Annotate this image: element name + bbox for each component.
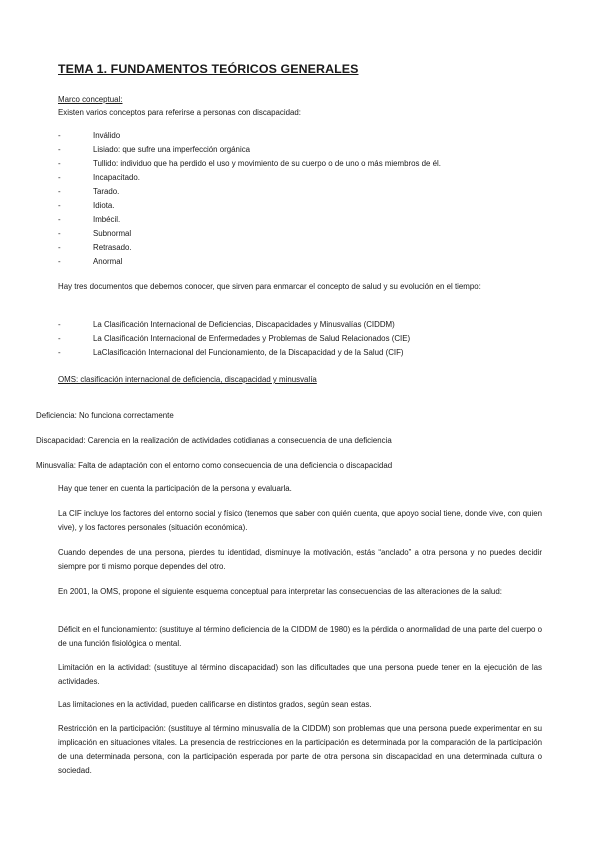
terms-list — [58, 129, 538, 269]
list-item: - Tarado. — [58, 187, 120, 196]
documents-list — [58, 318, 538, 360]
marco-intro: Existen varios conceptos para referirse a personas con discapacidad: — [58, 108, 301, 117]
list-item: - Inválido — [58, 131, 121, 140]
definition-minusvalia: Minusvalía: Falta de adaptación con el entorno como consecuencia de una deficiencia o discapacidad — [36, 461, 393, 470]
paragraph-grados: Las limitaciones en la actividad, pueden calificarse en distintos grados, según sean estas. — [58, 700, 372, 709]
definition-discapacidad: Discapacidad: Carencia en la realización de actividades cotidianas a consecuencia de una deficiencia — [36, 436, 392, 445]
list-item: - Subnormal — [58, 229, 132, 238]
list-item: - Idiota. — [58, 201, 115, 210]
page-title: TEMA 1. FUNDAMENTOS TEÓRICOS GENERALES — [58, 62, 359, 76]
paragraph-dependencia: Cuando dependes de una persona, pierdes tu identidad, disminuye la motivación, estás “anclado” a otra persona y no puedes decidir siempre por ti mismo porque dependes del otro. — [58, 548, 542, 571]
paragraph-oms-2001: En 2001, la OMS, propone el siguiente esquema conceptual para interpretar las consecuencias de las alteraciones de la salud: — [58, 587, 502, 596]
oms-heading: OMS: clasificación internacional de deficiencia, discapacidad y minusvalía — [58, 375, 317, 384]
docs-intro: Hay tres documentos que debemos conocer, que sirven para enmarcar el concepto de salud y su evolución en el tiempo: — [58, 282, 481, 291]
list-item: - Lisiado: que sufre una imperfección orgánica — [58, 145, 251, 154]
paragraph-participacion: Hay que tener en cuenta la participación de la persona y evaluarla. — [58, 484, 292, 493]
list-item: - Tullido: individuo que ha perdido el uso y movimiento de su cuerpo o de uno o más miembros de él. — [58, 159, 441, 168]
list-item: - Incapacitado. — [58, 173, 140, 182]
paragraph-cif: La CIF incluye los factores del entorno social y físico (tenemos que saber con quién cuenta, que apoyo social tiene, donde vive, con quien vive), y los factores personales (situación económica). — [58, 509, 542, 532]
list-item: - La Clasificación Internacional de Deficiencias, Discapacidades y Minusvalías (CIDDM) — [58, 320, 395, 329]
list-item: - Retrasado. — [58, 243, 132, 252]
list-item: - Anormal — [58, 257, 123, 266]
list-item: - LaClasificación Internacional del Funcionamiento, de la Discapacidad y de la Salud (CIF) — [58, 348, 404, 357]
paragraph-restriccion: Restricción en la participación: (sustituye al término minusvalía de la CIDDM) son problemas que una persona puede experimentar en su implicación en situaciones vitales. La presencia de restricciones en la participación es determinada por la comparación de la participación de una determinada persona, con la participación esperada por parte de otra persona sin discapacidad en una determinada cultura o sociedad. — [58, 724, 542, 775]
marco-heading: Marco conceptual: — [58, 95, 123, 104]
list-item: - Imbécil. — [58, 215, 121, 224]
paragraph-deficit: Déficit en el funcionamiento: (sustituye al término deficiencia de la CIDDM de 1980) es la pérdida o anormalidad de una parte del cuerpo o de una función fisiológica o mental. — [58, 625, 542, 648]
definition-deficiencia: Deficiencia: No funciona correctamente — [36, 411, 174, 420]
paragraph-limitacion: Limitación en la actividad: (sustituye al término discapacidad) son las dificultades que una persona puede tener en la ejecución de las actividades. — [58, 663, 542, 686]
list-item: - La Clasificación Internacional de Enfermedades y Problemas de Salud Relacionados (CIE) — [58, 334, 411, 343]
